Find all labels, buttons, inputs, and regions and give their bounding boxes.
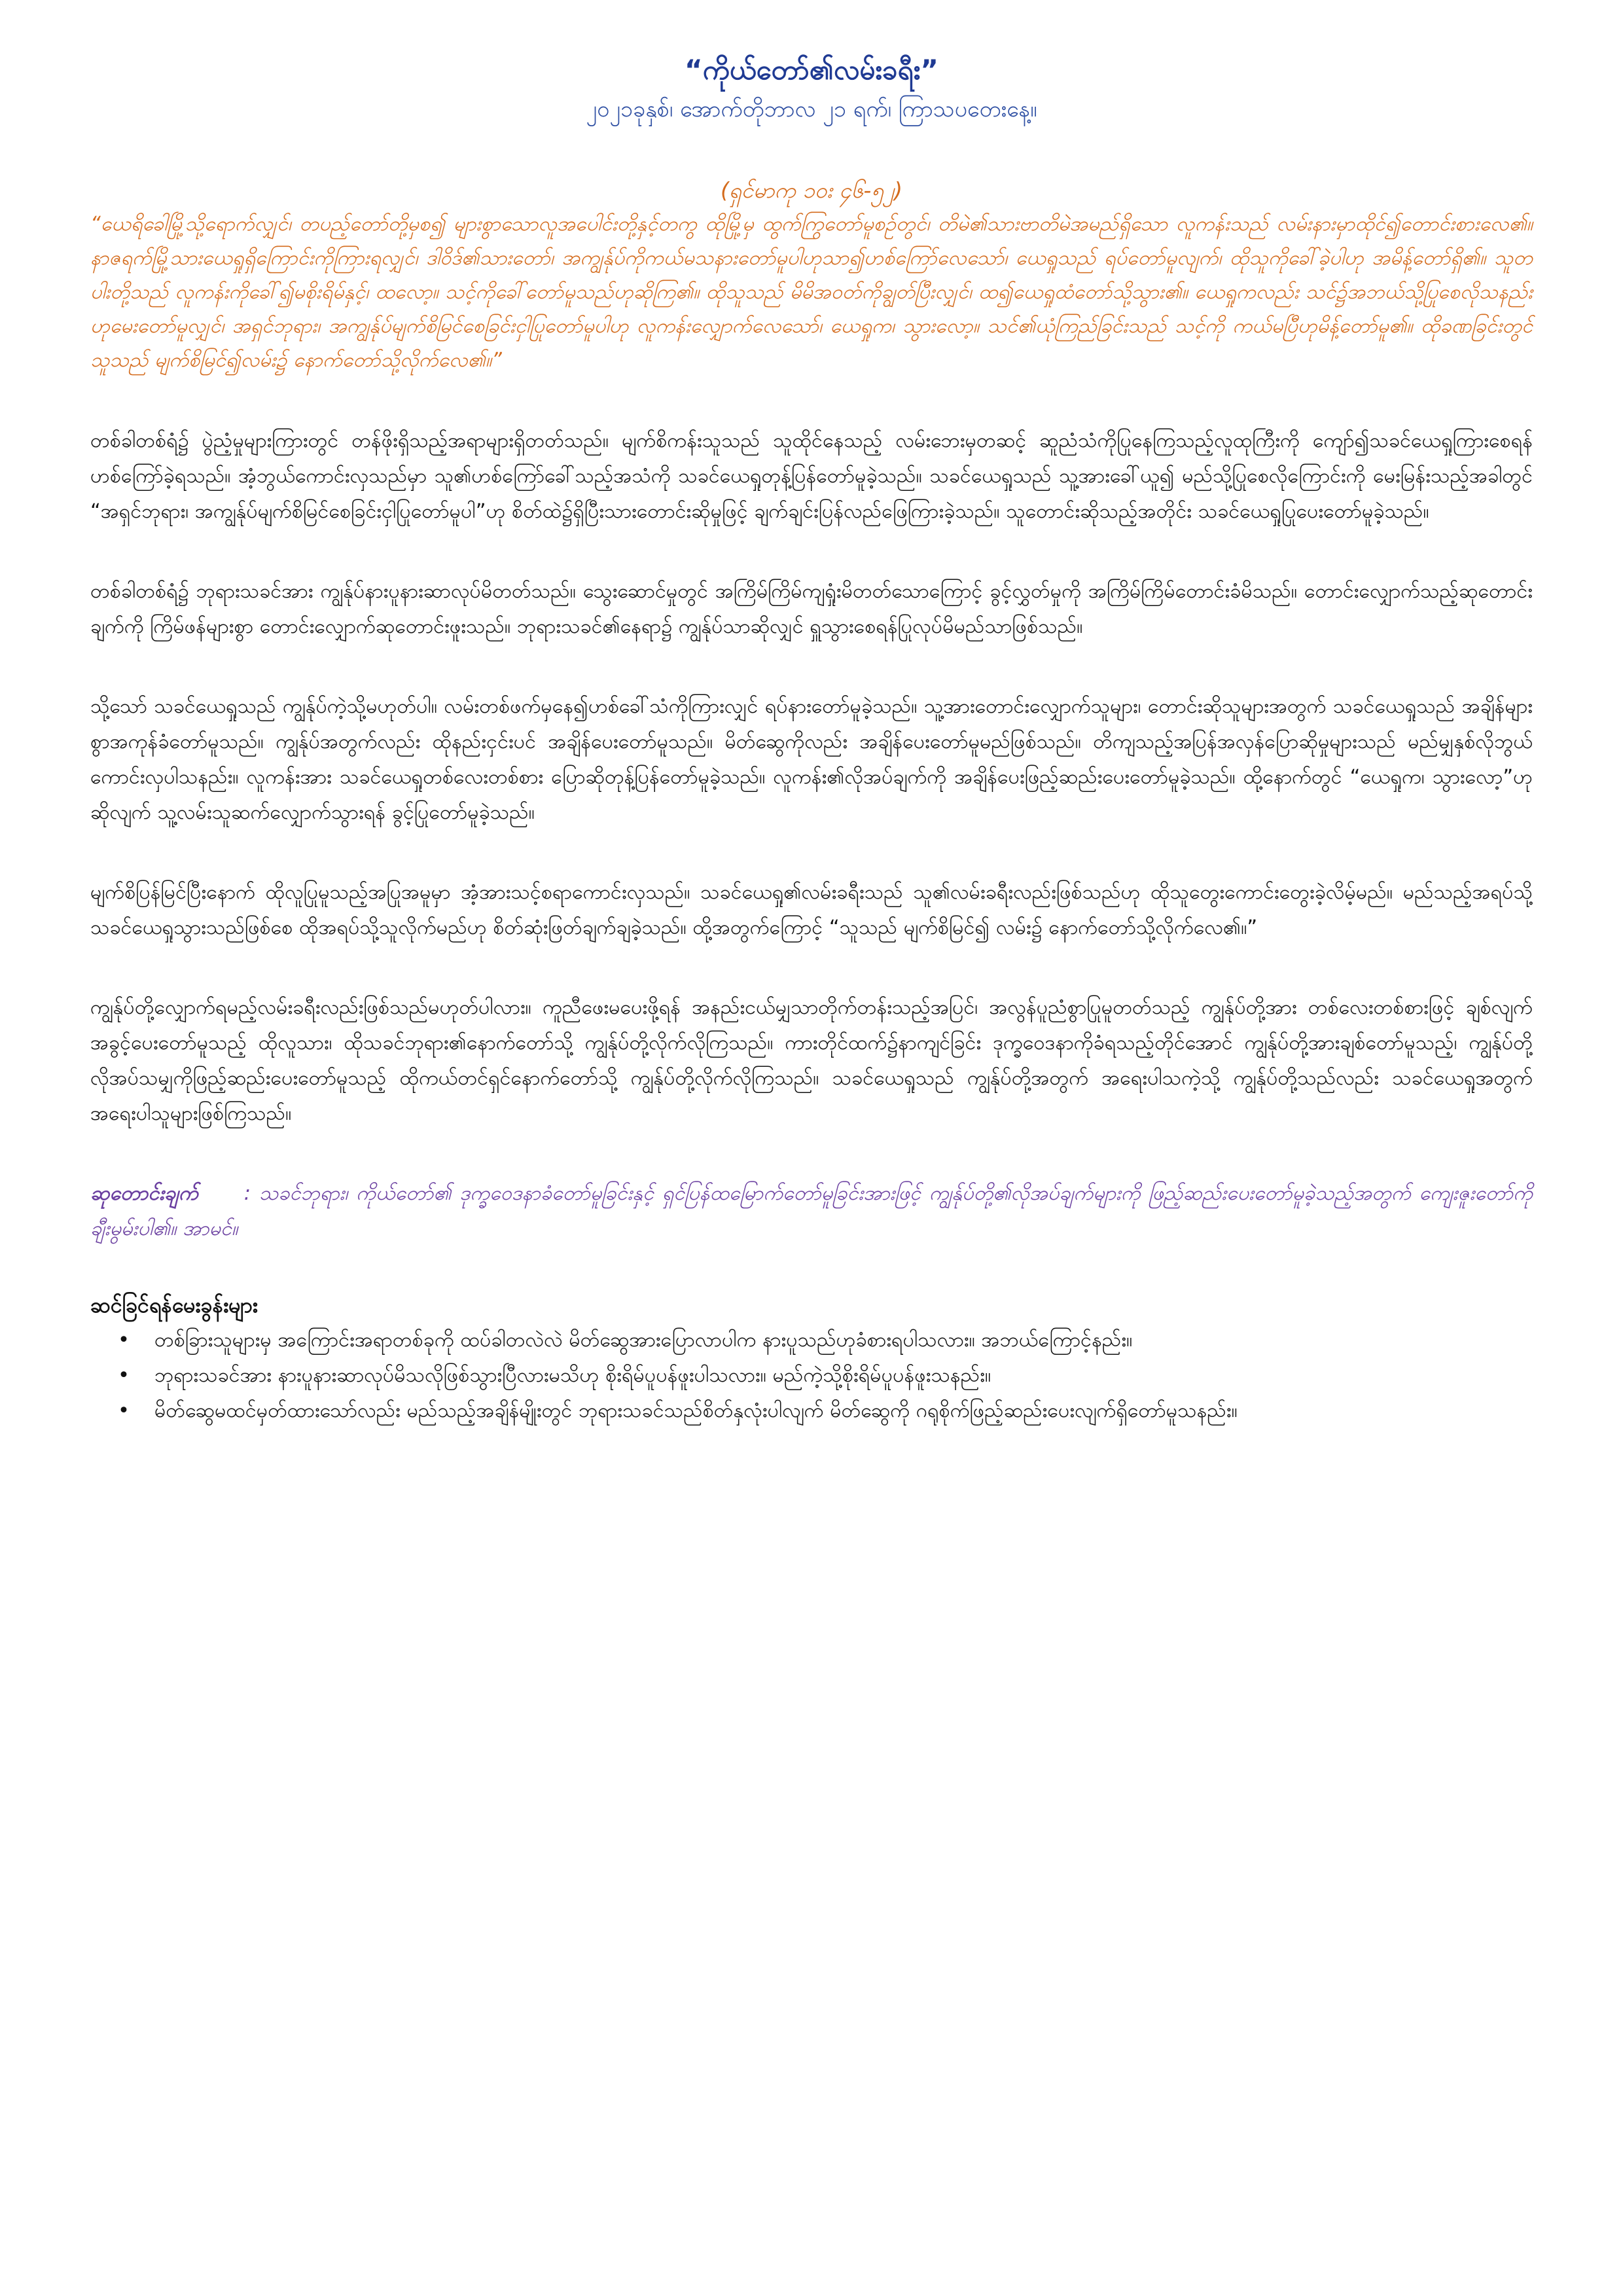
body-paragraph-1: တစ်ခါတစ်ရံ၌ ပွဲညံ့မှုများကြားတွင် တန်ဖိုးရှိသည့်အရာများရှိတတ်သည်။ မျက်စိကန်းသူသည် သူထိုင်နေသည့် လမ်းဘေးမှတဆင့် ဆူညံသံကိုပြုနေကြသည့်လူထုကြီးကို ကျော်၍သခင်ယေရှုကြားစေရန် ဟစ်ကြော်ခဲ့ရသည်။ အံ့ဘွယ်ကောင်းလှသည်မှာ သူ၏ဟစ်ကြော်ခေါ်သည့်အသံကို သခင်ယေရှုတုန့်ပြန်တော်မူခဲ့သည်။ သခင်ယေရှုသည် သူ့အားခေါ်ယူ၍ မည်သို့ပြုစေလိုကြောင်းကို မေးမြန်းသည့်အခါတွင် “အရှင်ဘုရား၊ အကျွန်ုပ်မျက်စိမြင်စေခြင်းငှါပြုတော်မူပါ”ဟု စိတ်ထဲ၌ရှိပြီးသားတောင်းဆိုမှုဖြင့် ချက်ချင်းပြန်လည်ဖြေကြားခဲ့သည်။ သူတောင်းဆိုသည့်အတိုင်း သခင်ယေရှုပြုပေးတော်မူခဲ့သည်။ — [90, 429, 1533, 523]
scripture-reference: (ရှင်မာကု ၁၀း ၄၆-၅၂) — [720, 177, 902, 203]
questions-heading: ဆင်ခြင်ရန်မေးခွန်းများ — [90, 1293, 258, 1318]
question-text: ဘုရားသခင်အား နားပူနားဆာလုပ်မိသလိုဖြစ်သွားပြီလားမသိဟု စိုးရိမ်ပူပန်ဖူးပါသလား။ မည်ကဲ့သို့စိုးရိမ်ပူပန်ဖူးသနည်း။ — [154, 1364, 991, 1387]
body-paragraph-2: တစ်ခါတစ်ရံ၌ ဘုရားသခင်အား ကျွန်ုပ်နားပူနားဆာလုပ်မိတတ်သည်။ သွေးဆောင်မှုတွင် အကြိမ်ကြိမ်ကျရှုံးမိတတ်သောကြောင့် ခွင့်လွှတ်မှုကို အကြိမ်ကြိမ်တောင်းခံမိသည်။ တောင်းလျှောက်သည့်ဆုတောင်းချက်ကို ကြိမ်ဖန်များစွာ တောင်းလျှောက်ဆုတောင်းဖူးသည်။ ဘုရားသခင်၏နေရာ၌ ကျွန်ုပ်သာဆိုလျှင် ရှူသွားစေရန်ပြုလုပ်မိမည်သာဖြစ်သည်။ — [90, 580, 1533, 638]
questions-list — [90, 1323, 1533, 1429]
body-paragraph-3: သို့သော် သခင်ယေရှုသည် ကျွန်ုပ်ကဲ့သို့မဟုတ်ပါ။ လမ်းတစ်ဖက်မှနေ၍ဟစ်ခေါ်သံကိုကြားလျှင် ရပ်နားတော်မူခဲ့သည်။ သူ့အားတောင်းလျှောက်သူများ၊ တောင်းဆိုသူများအတွက် သခင်ယေရှုသည် အချိန်များစွာအကုန်ခံတော်မူသည်။ ကျွန်ုပ်အတွက်လည်း ထိုနည်းငှင်းပင် အချိန်ပေးတော်မူသည်။ မိတ်ဆွေကိုလည်း အချိန်ပေးတော်မူမည်ဖြစ်သည်။ တိကျသည့်အပြန်အလှန်ပြောဆိုမှုများသည် မည်မျှနှစ်လိုဘွယ်ကောင်းလှပါသနည်း။ လူကန်းအား သခင်ယေရှုတစ်လေးတစ်စား ပြောဆိုတုန့်ပြန်တော်မူခဲ့သည်။ လူကန်း၏လိုအပ်ချက်ကို အချိန်ပေးဖြည့်ဆည်းပေးတော်မူခဲ့သည်။ ထို့နောက်တွင် “ယေရှုက၊ သွားလော့”ဟုဆိုလျက် သူ့လမ်းသူဆက်လျှောက်သွားရန် ခွင့်ပြုတော်မူခဲ့သည်။ — [90, 695, 1533, 824]
document-title: “ကိုယ်တော်၏လမ်းခရီး” — [685, 54, 938, 86]
prayer-label: ဆုတောင်းချက် — [90, 1182, 198, 1205]
question-text: တစ်ခြားသူများမှ အကြောင်းအရာတစ်ခုကို ထပ်ခါတလဲလဲ မိတ်ဆွေအားပြောလာပါက နားပူသည်ဟုခံစားရပါသလား။ အဘယ်ကြောင့်နည်း။ — [154, 1329, 1133, 1352]
question-item — [90, 1393, 1533, 1429]
body-paragraph-5: ကျွန်ုပ်တို့လျှောက်ရမည့်လမ်းခရီးလည်းဖြစ်သည်မဟုတ်ပါလား။ ကူညီဖေးမပေးဖို့ရန် အနည်းငယ်မျှသာတိုက်တန်းသည့်အပြင်၊ အလွန်ပူညံစွာပြုမူတတ်သည့် ကျွန်ုပ်တို့အား တစ်လေးတစ်စားဖြင့် ချစ်လျက်အခွင့်ပေးတော်မူသည့် ထိုလူသား၊ ထိုသခင်ဘုရား၏နောက်တော်သို့ ကျွန်ုပ်တို့လိုက်လိုကြသည်။ ကားတိုင်ထက်၌နာကျင်ခြင်း ဒုက္ခဝေဒနာကိုခံရသည့်တိုင်အောင် ကျွန်ုပ်တို့အားချစ်တော်မူသည့်၊ ကျွန်ုပ်တို့လိုအပ်သမျှကိုဖြည့်ဆည်းပေးတော်မူသည့် ထိုကယ်တင်ရှင်နောက်တော်သို့ ကျွန်ုပ်တို့လိုက်လိုကြသည်။ သခင်ယေရှုသည် ကျွန်ုပ်တို့အတွက် အရေးပါသကဲ့သို့ ကျွန်ုပ်တို့သည်လည်း သခင်ယေရှုအတွက် အရေးပါသူများဖြစ်ကြသည်။ — [90, 996, 1533, 1125]
bullet-icon: • — [118, 1329, 130, 1352]
bullet-icon: • — [118, 1399, 130, 1422]
scripture-passage: “ယေရိခေါမြို့သို့ရောက်လျှင်၊ တပည့်တော်တို့မှစ၍ များစွာသောလူအပေါင်းတို့နှင့်တကွ ထိုမြို့မှ ထွက်ကြွတော်မူစဉ်တွင်၊ တိမဲ၏သားဗာတိမဲအမည်ရှိသော လူကန်းသည် လမ်းနားမှာထိုင်၍တောင်းစားလေ၏။ နာဇရက်မြို့သားယေရှုရှိကြောင်းကိုကြားရလျှင်၊ ဒါဝိဒ်၏သားတော်၊ အကျွန်ုပ်ကိုကယ်မသနားတော်မူပါဟုသာ၍ဟစ်ကြော်လေသော်၊ ယေရှုသည် ရပ်တော်မူလျက်၊ ထိုသူကိုခေါ်ခဲ့ပါဟု အမိန့်တော်ရှိ၏။ သူတပါးတို့သည် လူကန်းကိုခေါ်၍မစိုးရိမ်နှင့်၊ ထလော့။ သင့်ကိုခေါ်တော်မူသည်ဟုဆိုကြ၏။ ထိုသူသည် မိမိအဝတ်ကိုချွတ်ပြီးလျှင်၊ ထ၍ယေရှုထံတော်သို့သွား၏။ ယေရှုကလည်း သင်၌အဘယ်သို့ပြုစေလိုသနည်းဟုမေးတော်မူလျှင်၊ အရှင်ဘုရား၊ အကျွန်ုပ်မျက်စိမြင်စေခြင်းငှါပြုတော်မူပါဟု လူကန်းလျှောက်လေသော်၊ ယေရှုက၊ သွားလော့။ သင်၏ယုံကြည်ခြင်းသည် သင့်ကို ကယ်မပြီဟုမိန့်တော်မူ၏။ ထိုခဏခြင်းတွင် သူသည် မျက်စိမြင်၍လမ်း၌ နောက်တော်သို့လိုက်လေ၏။” — [90, 213, 1533, 372]
bullet-icon: • — [118, 1364, 130, 1387]
document-date: ၂၀၂၁ခုနှစ်၊ အောက်တိုဘာလ ၂၁ ရက်၊ ကြာသပတေးနေ့။ — [586, 96, 1037, 122]
question-item — [90, 1358, 1533, 1393]
question-text: မိတ်ဆွေမထင်မှတ်ထားသော်လည်း မည်သည့်အချိန်မျိုးတွင် ဘုရားသခင်သည်စိတ်နှလုံးပါလျက် မိတ်ဆွေကို ဂရုစိုက်ဖြည့်ဆည်းပေးလျက်ရှိတော်မူသနည်း။ — [154, 1399, 1238, 1422]
body-paragraph-4: မျက်စိပြန်မြင်ပြီးနောက် ထိုလူပြုမူသည့်အပြုအမူမှာ အံ့အားသင့်စရာကောင်းလှသည်။ သခင်ယေရှု၏လမ်းခရီးသည် သူ၏လမ်းခရီးလည်းဖြစ်သည်ဟု ထိုသူတွေးကောင်းတွေးခဲ့လိမ့်မည်။ မည်သည့်အရပ်သို့ သခင်ယေရှုသွားသည်ဖြစ်စေ ထိုအရပ်သို့သူလိုက်မည်ဟု စိတ်ဆုံးဖြတ်ချက်ချခဲ့သည်။ ထို့အတွက်ကြောင့် “သူသည် မျက်စိမြင်၍ လမ်း၌ နောက်တော်သို့လိုက်လေ၏။” — [90, 881, 1533, 939]
question-item — [90, 1323, 1533, 1358]
prayer-text: : သခင်ဘုရား၊ ကိုယ်တော်၏ ဒုက္ခဝေဒနာခံတော်မူခြင်းနှင့် ရှင်ပြန်ထမြောက်တော်မူခြင်းအားဖြင့် ကျွန်ုပ်တို့၏လိုအပ်ချက်များကို ဖြည့်ဆည်းပေးတော်မူခဲ့သည့်အတွက် ကျေးဇူးတော်ကိုချီးမွမ်းပါ၏။ အာမင်။ — [90, 1182, 1533, 1240]
prayer-block — [90, 1176, 1533, 1247]
